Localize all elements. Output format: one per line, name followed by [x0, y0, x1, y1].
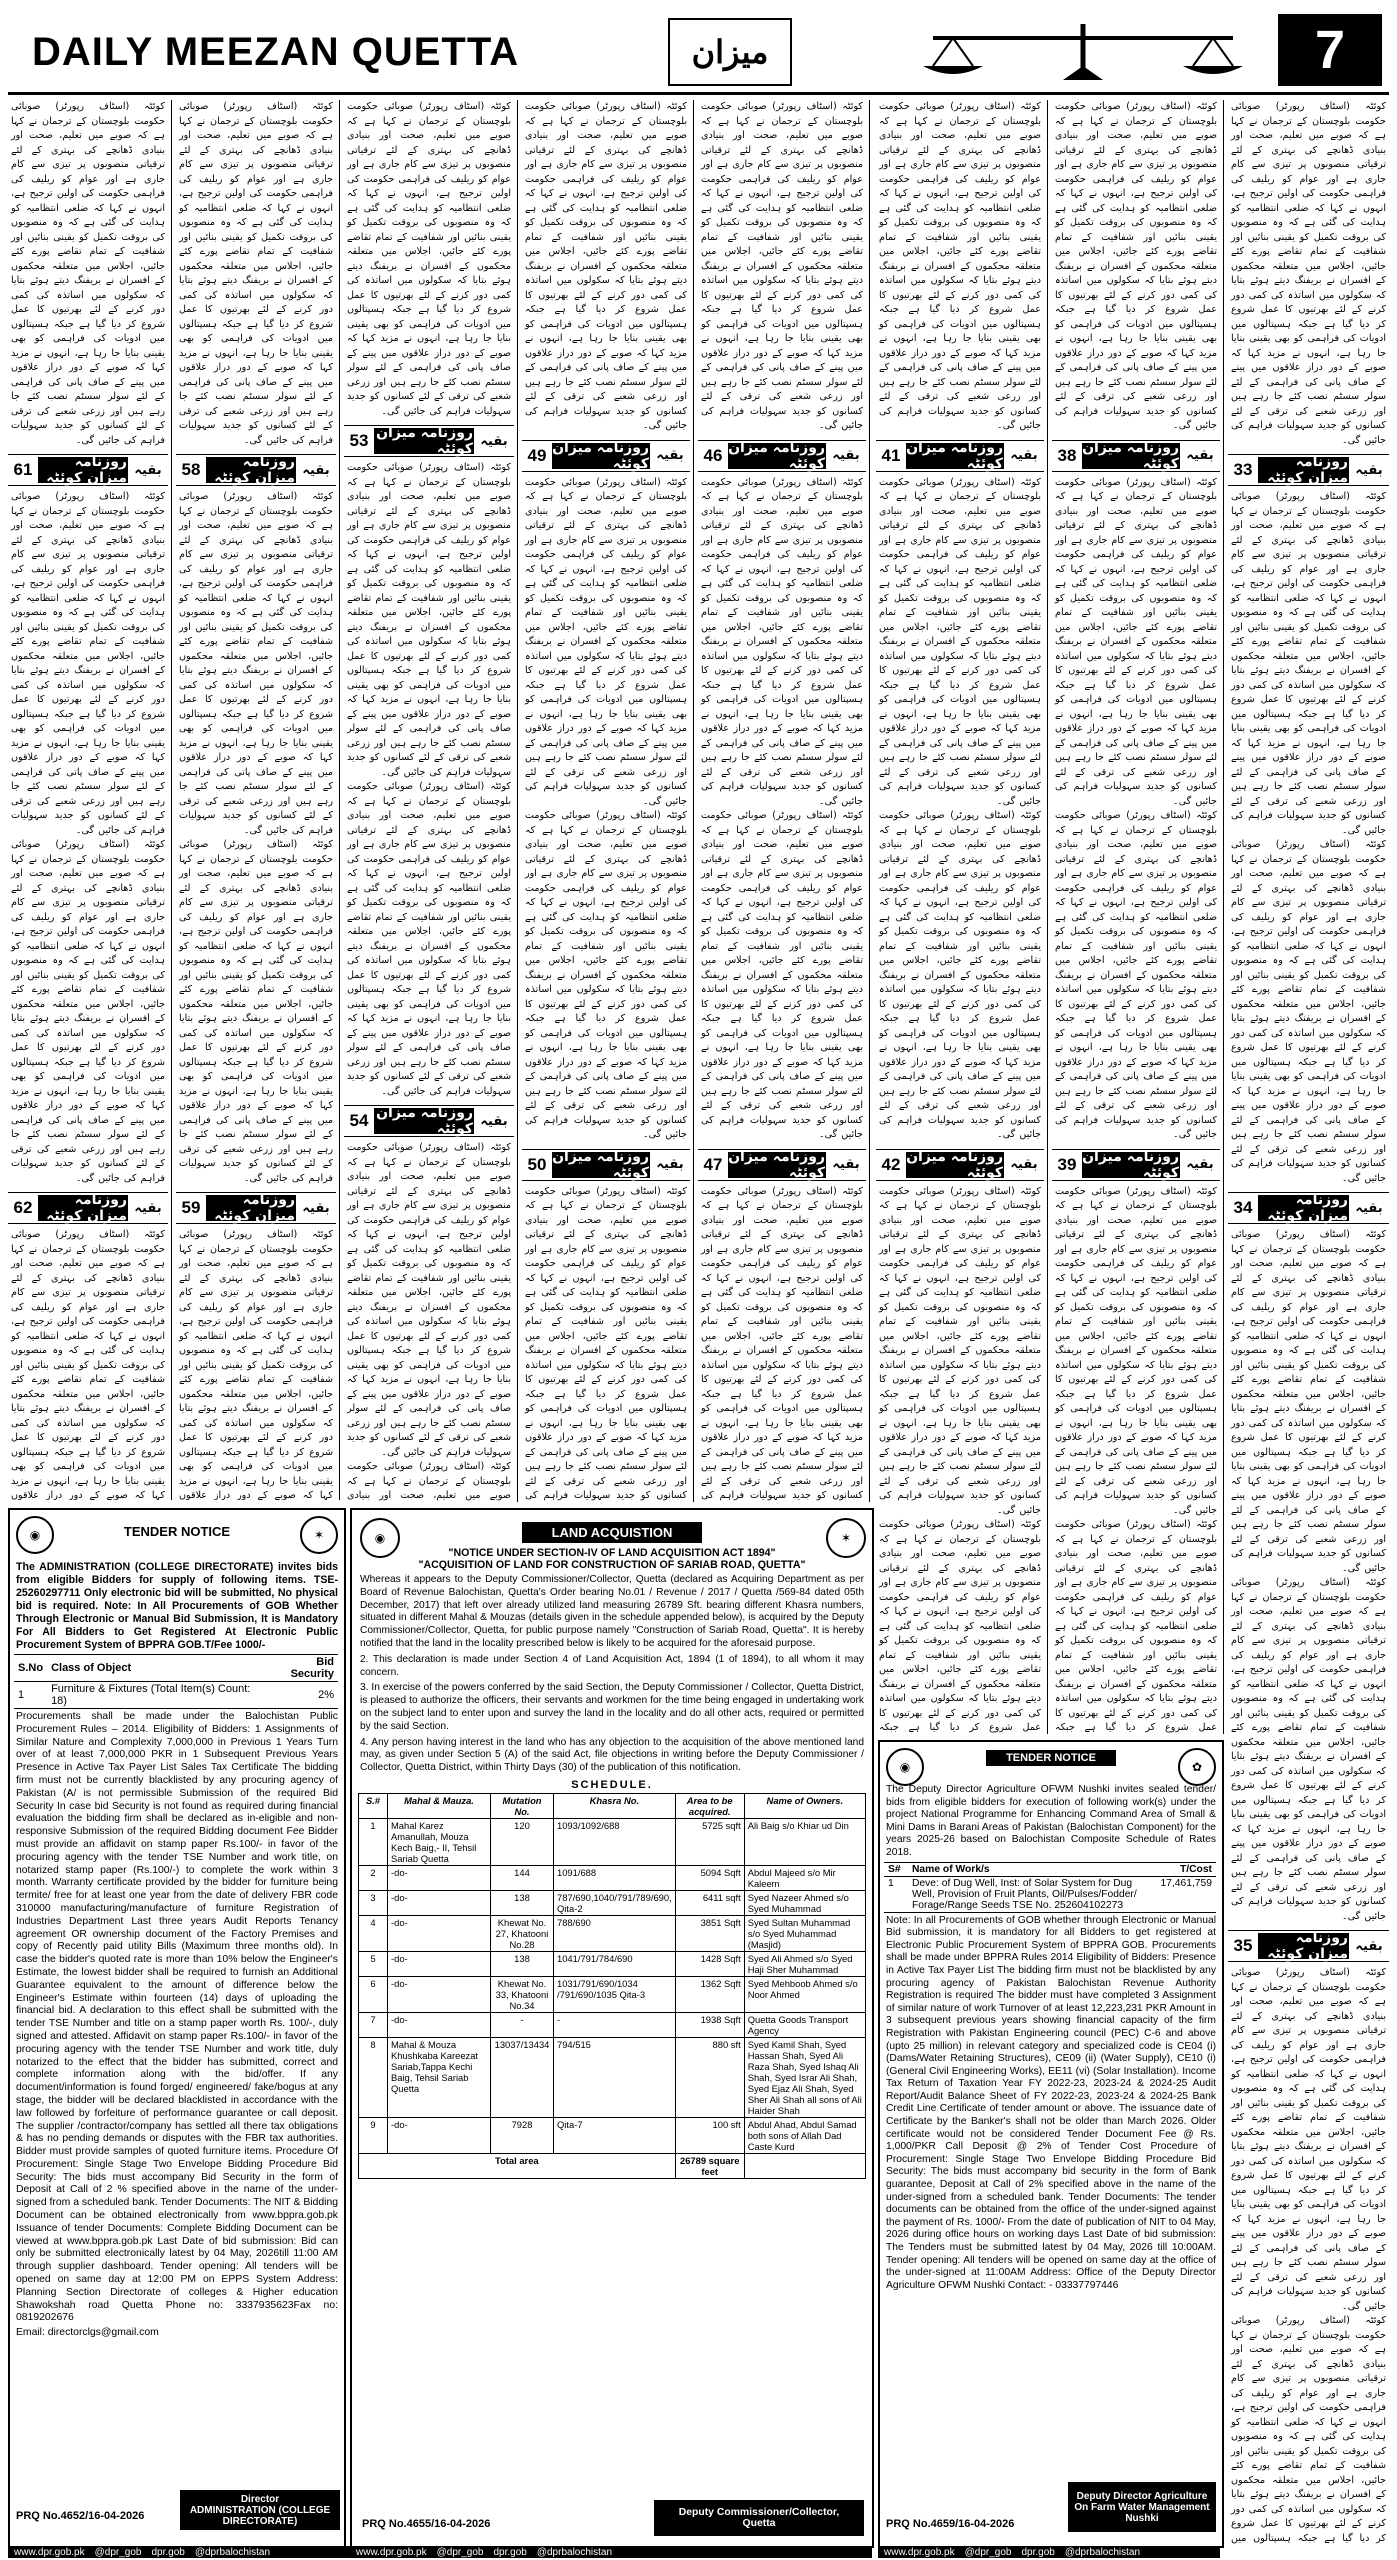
article-text: کوئٹہ (اسٹاف رپورٹر) صوبائی حکومت بلوچستان کے ترجمان نے کہا ہے کہ صوبے میں تعلیم، صحت اور بنیادی ڈھانچے کی بہتری کے لئے ترقیاتی منصوبوں پر تیزی سے کام جاری ہے اور عوام کو ریلیف کی فراہمی حکومت کی اولین ترجیح ہے، انہوں نے کہا کہ ضلعی انتظامیہ کو ہدایت کی گئی ہے کہ وہ منصوبوں کی بروقت تکمیل کو یقینی بنائیں اور شفافیت کے تمام تقاضے پورے کئے جائیں، اجلاس میں متعلقہ محکموں کے افسران نے بریفنگ دیتے ہوئے بتایا کہ سکولوں میں اساتذہ کی کمی دور کرنے کے لئے بھرتیوں کا عمل شروع کر دیا گیا ہے جبکہ ہسپتالوں میں ادویات کی فراہمی کو بھی یقینی بنایا جا رہا ہے، انہوں نے مزید کہا کہ صوبے کے دور دراز علاقوں میں پینے کے صاف پانی کی فراہمی کے لئے سولر سسٹم نصب کئے جا رہے ہیں اور زرعی شعبے کی ترقی کے لئے کسانوں کو جدید سہولیات فراہم کی [525, 1185, 687, 1501]
table-cell: 4 [359, 1915, 388, 1951]
continued-header [698, 1149, 866, 1181]
article-text: کوئٹہ (اسٹاف رپورٹر) صوبائی حکومت بلوچستان کے ترجمان نے کہا ہے کہ صوبے میں تعلیم، صحت اور بنیادی ڈھانچے کی بہتری کے لئے ترقیاتی منصوبوں پر تیزی سے کام جاری ہے اور عوام کو ریلیف کی فراہمی حکومت کی اولین ترجیح ہے، انہوں نے کہا کہ ضلعی انتظامیہ کو ہدایت کی گئی ہے کہ وہ منصوبوں کی بروقت تکمیل کو یقینی بنائیں اور شفافیت کے تمام تقاضے پورے کئے جائیں، اجلاس میں متعلقہ محکموں کے افسران نے بریفنگ دیتے ہوئے بتایا کہ سکولوں میں اساتذہ کی کمی دور کرنے کے لئے بھرتیوں کا عمل شروع کر دیا گیا ہے جبکہ ہسپتالوں میں ادویات کی فراہمی کو بھی یقینی بنایا جا رہا ہے، انہوں نے مزید کہا کہ صوبے کے دور دراز علاقوں میں پینے کے صاف پانی کی فراہمی کے لئے سولر سسٹم نصب کئے جا رہے ہیں اور زرعی شعبے کی ترقی کے لئے کسانوں کو جدید سہولیات فراہم کی جائیں گی۔ [701, 810, 863, 1140]
land-paragraph-1: Whereas it appears to the Deputy Commissioner/Collector, Quetta (declared as Acquiring Department as per Board of Revenue Balochistan, Quetta's Order bearing No.01 / Revenue / 2017 / Quetta /569-84 dated 05th December, 2017) that left over already utilized land measuring 26789 Sft. bearing different Khasra numbers, situated in different Mahal & Mouzas (details given in the schedule appended below), is acquired by the Deputy Commissioner/Collector, Quetta, for public purpose namely "Construction of Sariab Road, Quetta". It is hereby notified that the land in the locality prescribed below is likely to be acquired for the aforesaid purpose. [360, 1574, 864, 1649]
article-text: کوئٹہ (اسٹاف رپورٹر) صوبائی حکومت بلوچستان کے ترجمان نے کہا ہے کہ صوبے میں تعلیم، صحت اور بنیادی ڈھانچے کی بہتری کے لئے ترقیاتی منصوبوں پر تیزی سے کام جاری ہے اور عوام کو ریلیف کی فراہمی حکومت کی اولین ترجیح ہے، انہوں نے کہا کہ ضلعی انتظامیہ کو ہدایت کی گئی ہے کہ وہ منصوبوں کی بروقت تکمیل کو یقینی بنائیں اور شفافیت کے تمام تقاضے پورے کئے جائیں، اجلاس میں متعلقہ محکموں کے افسران نے بریفنگ دیتے ہوئے بتایا کہ سکولوں میں اساتذہ کی کمی دور کرنے کے لئے بھرتیوں کا عمل شروع کر دیا گیا ہے جبکہ ہسپتالوں میں ادویات کی فراہمی کو بھی یقینی بنایا جا رہا ہے، انہوں نے مزید کہا کہ صوبے کے دور دراز علاقوں میں پینے کے صاف پانی کی فراہمی کے لئے سولر سسٹم نصب کئے جا رہے ہیں اور زرعی شعبے کی ترقی کے لئے کسانوں کو جدید سہولیات فراہم کی [701, 1185, 863, 1501]
continued-label: بقیہ [473, 1108, 514, 1134]
continued-number: 53 [349, 431, 369, 450]
land-subtitle-2: "ACQUISITION OF LAND FOR CONSTRUCTION OF SARIAB ROAD, QUETTA" [418, 1559, 806, 1571]
column-divider [1047, 100, 1048, 1734]
table-cell: Abdul Majeed s/o Mir Kaleem [744, 1865, 865, 1890]
tender-left-body: Procurements shall be made under the Balochistan Public Procurement Rules – 2014. Eligibility of Bidders: 1 Assignments of Similar Nature and Complexity 7,000,000 in Previous 1 Years Turn over of at least 7,000,000 PKR in 1 Subsequent Previous Years Presence in Active Tax Payer List Sales Tax Certificate The bidding firm must not be currently blacklisted by any procuring agency of Pakistan (A/ is not permissible Submission of the required Bid Security In case bid Security is not found as required during financial evaluation the bidding firm shall be declared as in-eligible and non-responsive Submission of the required Bidding document Fee Bidder must provide an affidavit on stamp paper Rs.100/- in favor of the procuring agency with the tender TSE Number and work title, on notarized stamp paper (Rs.100/-) to complete the work within 3 month. Warranty certificate provided by the bidder for furniture being termite/ free for at least one year from the date of delivery FBR code 310000 manufacturing/manufacture of furniture Registration of Industries Department Last three years Audit Reports Tenancy agreement OR ownership document of the Factory Premises and copy of Recently paid utility Bills (Maximum three months old). In case the bidder's quoted rate is more than 10% below the Engineer's Estimate, the lowest bidder shall be required to furnish an Additional Guarantee equivalent to the amount of difference below the Engineer's Estimate within fourteen (14) days of uploading the financial bid. A declaration to this effect shall be submitted with the tender TSE Number and title on a stamp paper worth Rs. 100/-, duly signed and attested. Affidavit on stamp paper Rs.100/- in favor of the procuring agency with the tender TSE Number and work title, duly notarized to the effect that the bidder has submitted, correct and complete information along with the bid/offer. If any document/information is found forged/ engineered/ fake/bogus at any stage, the bidder will be declared blacklisted in accordance with the law followed by forfeiture of performance guarantee or call deposit. The supplier /contractor/company has settled all there tax obligations & has no pending demands or disputes with the FBR tax authorities. Bidder must provide samples of quoted furniture items. Procedure Of Procurement: Single Stage Two Envelope Bidding Procedure Bid Security: The bids must accompany Bid Security in the form of Deposit at Call of 2 % specified above in the name of the under-signed from a scheduled bank. Tender Documents: The NIT & Bidding Document can be obtained electronically from www.bppra.gob.pk Issuance of tender Documents: Complete Bidding Document can be viewed at www.bppra.gob.pk Last Date of bid submission: Bid can only be submitted electronically latest by 04 May, 2026till 11:00 AM through supplier dashboard. Tender opening: All tenders will be opened on same day at 12:00 PM on EPPS System Address: Planning Section Directorate of colleges & Higher education Shawokshah road Quetta Phone no: 3337935623Fax no: 0819202676 [16, 1711, 338, 2324]
article-text: کوئٹہ (اسٹاف رپورٹر) صوبائی حکومت بلوچستان کے ترجمان نے کہا ہے کہ صوبے میں تعلیم، صحت اور بنیادی ڈھانچے کی بہتری کے لئے ترقیاتی منصوبوں پر تیزی سے کام جاری ہے اور عوام کو ریلیف کی فراہمی حکومت کی اولین ترجیح ہے، انہوں نے کہا کہ ضلعی انتظامیہ کو ہدایت کی گئی ہے کہ وہ منصوبوں کی بروقت تکمیل کو یقینی بنائیں اور شفافیت کے تمام تقاضے پورے کئے جائیں، اجلاس میں متعلقہ محکموں کے افسران نے بریفنگ دیتے ہوئے بتایا کہ سکولوں میں اساتذہ کی کمی دور کرنے کے لئے بھرتیوں کا عمل شروع کر دیا گیا ہے جبکہ ہسپتالوں میں ادویات کی فراہمی کو بھی یقینی بنایا جا رہا ہے، انہوں نے مزید کہا کہ صوبے کے دور دراز علاقوں میں پینے کے صاف پانی کی فراہمی کے لئے سولر سسٹم نصب کئے جا رہے ہیں اور زرعی شعبے کی ترقی کے لئے کسانوں کو جدید سہولیات فراہم کی جائیں گی۔ [11, 101, 165, 446]
continued-header [1052, 1149, 1220, 1181]
section-band: روزنامہ میزان کوئٹہ [728, 1148, 825, 1181]
news-column [1052, 100, 1220, 1734]
table-header: Bid Security [290, 1656, 334, 1680]
table-row [359, 1865, 866, 1890]
table-cell: -do- [388, 2117, 491, 2153]
land-title-band [522, 1522, 702, 1543]
continued-number: 49 [527, 445, 547, 465]
land-paragraph-3: 3. In exercise of the powers conferred by the said Section, the Deputy Commissioner / Collector, Quetta District, is pleased to authorize the officers, their servants and workmen for the time being engaged in undertaking work on the subject land to enter upon and survey the land in the locality and do all other acts, required or permitted by the said Section. [360, 1682, 864, 1732]
article-text: کوئٹہ (اسٹاف رپورٹر) صوبائی حکومت بلوچستان کے ترجمان نے کہا ہے کہ صوبے میں تعلیم، صحت اور بنیادی ڈھانچے کی بہتری کے لئے ترقیاتی منصوبوں پر تیزی سے کام جاری ہے اور عوام کو ریلیف کی فراہمی حکومت کی اولین ترجیح ہے، انہوں نے کہا کہ ضلعی انتظامیہ کو ہدایت کی گئی ہے کہ وہ منصوبوں کی بروقت تکمیل کو یقینی بنائیں اور شفافیت کے تمام تقاضے پورے کئے جائیں، اجلاس میں متعلقہ محکموں کے افسران نے بریفنگ دیتے ہوئے بتایا کہ سکولوں میں اساتذہ کی کمی دور کرنے کے لئے بھرتیوں کا عمل شروع کر دیا گیا ہے جبکہ ہسپتالوں میں ادویات کی فراہمی کو بھی یقینی بنایا جا رہا ہے، انہوں نے مزید کہا کہ صوبے کے دور دراز علاقوں میں پینے کے صاف پانی کی فراہمی کے لئے سولر سسٹم نصب کئے جا رہے ہیں اور زرعی شعبے کی ترقی کے لئے کسانوں کو جدید سہولیات فراہم کی جائیں گی۔ [179, 491, 333, 836]
table-cell: 5094 Sqft [675, 1865, 744, 1890]
continued-number: 33 [1233, 460, 1253, 479]
table-header: Name of Work/s [912, 1863, 990, 1875]
table-cell: -do- [388, 1865, 491, 1890]
section-band: روزنامہ میزان کوئٹہ [206, 1195, 295, 1221]
table-cell: Mahal & Mouza Khushkaba Kareezat Sariab,Tappa Kechi Baig, Tehsil Sariab Quetta [388, 2037, 491, 2117]
tender-left-email: Email: directorclgs@gmail.com [16, 2327, 159, 2339]
article-text: کوئٹہ (اسٹاف رپورٹر) صوبائی حکومت بلوچستان کے ترجمان نے کہا ہے کہ صوبے میں تعلیم، صحت اور بنیادی ڈھانچے کی بہتری کے لئے ترقیاتی منصوبوں پر تیزی سے کام جاری ہے اور عوام کو ریلیف کی فراہمی حکومت کی اولین ترجیح ہے، انہوں نے کہا کہ ضلعی انتظامیہ کو ہدایت کی گئی ہے کہ وہ منصوبوں کی بروقت تکمیل کو یقینی بنائیں اور شفافیت کے تمام تقاضے پورے کئے جائیں، اجلاس میں متعلقہ محکموں کے افسران نے بریفنگ دیتے ہوئے بتایا کہ سکولوں میں اساتذہ کی کمی دور کرنے کے لئے بھرتیوں کا عمل شروع کر دیا گیا ہے جبکہ ہسپتالوں میں ادویات کی فراہمی کو بھی یقینی بنایا جا رہا ہے، انہوں نے مزید کہا کہ صوبے کے دور دراز علاقوں میں پینے کے صاف پانی کی فراہمی کے لئے سولر سسٹم نصب کئے جا رہے ہیں اور زرعی شعبے کی ترقی کے لئے کسانوں کو جدید سہولیات فراہم کی جائیں گی۔ [347, 101, 511, 417]
article-text: کوئٹہ (اسٹاف رپورٹر) صوبائی حکومت بلوچستان کے ترجمان نے کہا ہے کہ صوبے میں تعلیم، صحت اور بنیادی ڈھانچے کی بہتری کے لئے ترقیاتی منصوبوں پر تیزی سے کام جاری ہے اور عوام کو ریلیف کی فراہمی حکومت کی اولین ترجیح ہے، انہوں نے کہا کہ ضلعی انتظامیہ کو ہدایت کی گئی ہے کہ وہ منصوبوں کی بروقت تکمیل کو یقینی بنائیں اور شفافیت کے تمام تقاضے پورے کئے جائیں، اجلاس میں متعلقہ محکموں کے افسران نے بریفنگ دیتے ہوئے بتایا کہ سکولوں میں اساتذہ کی کمی دور کرنے کے لئے بھرتیوں کا عمل شروع کر دیا گیا ہے جبکہ ہسپتالوں میں ادویات کی فراہمی کو بھی یقینی بنایا جا رہا ہے، انہوں نے مزید کہا کہ صوبے کے دور دراز علاقوں میں پینے کے صاف پانی کی فراہمی کے لئے سولر سسٹم نصب کئے جا رہے ہیں اور زرعی شعبے کی ترقی کے لئے کسانوں کو جدید سہولیات فراہم کی جائیں گی۔ [525, 101, 687, 431]
table-cell: 2 [359, 1865, 388, 1890]
table-cell: 6411 sqft [675, 1890, 744, 1915]
land-subtitle-1: "NOTICE UNDER SECTION-IV OF LAND ACQUISITION ACT 1894" [448, 1547, 776, 1559]
footer-twitter[interactable]: @dpr_gob [964, 2546, 1012, 2558]
signatory-office: ADMINISTRATION (COLLEGE DIRECTORATE) [189, 2504, 331, 2527]
table-cell: 1031/791/690/1034 /791/690/1035 Qita-3 [554, 1976, 676, 2012]
table-cell: 1041/791/784/690 [554, 1951, 676, 1976]
table-cell: -do- [388, 1976, 491, 2012]
footer-instagram[interactable]: @dprbalochistan [1064, 2546, 1141, 2558]
article-text: کوئٹہ (اسٹاف رپورٹر) صوبائی حکومت بلوچستان کے ترجمان نے کہا ہے کہ صوبے میں تعلیم، صحت اور بنیادی ڈھانچے کی بہتری کے لئے ترقیاتی منصوبوں پر تیزی سے کام جاری ہے اور عوام کو ریلیف کی فراہمی حکومت کی اولین ترجیح ہے، انہوں نے کہا کہ ضلعی انتظامیہ کو ہدایت کی گئی ہے کہ وہ منصوبوں کی بروقت تکمیل کو یقینی بنائیں اور شفافیت کے تمام تقاضے پورے کئے جائیں، اجلاس میں متعلقہ محکموں کے افسران نے بریفنگ دیتے ہوئے بتایا کہ سکولوں میں اساتذہ کی کمی دور کرنے کے لئے بھرتیوں کا عمل شروع کر دیا گیا ہے جبکہ ہسپتالوں میں ادویات کی فراہمی کو بھی یقینی بنایا جا رہا ہے، انہوں نے مزید کہا کہ صوبے کے دور دراز علاقوں میں پینے کے صاف پانی کی فراہمی کے لئے سولر سسٹم نصب کئے جا رہے ہیں اور زرعی شعبے کی ترقی کے لئے کسانوں کو جدید سہولیات فراہم کی جائیں گی۔ [179, 839, 333, 1184]
continued-header [698, 440, 866, 472]
table-header: Class of Object [51, 1662, 132, 1674]
table-cell: 1 [888, 1877, 894, 1889]
table-header: S# [888, 1863, 901, 1875]
table-cell: Syed Kamil Shah, Syed Hassan Shah, Syed Ali Raza Shah, Syed Ishaq Ali Shah, Syed Israr Ali Shah, Syed Ejaz Ali Shah, Syed Sher Ali Shah all sons of Ali Haider Shah [744, 2037, 865, 2117]
article-text: کوئٹہ (اسٹاف رپورٹر) صوبائی حکومت بلوچستان کے ترجمان نے کہا ہے کہ صوبے میں تعلیم، صحت اور بنیادی ڈھانچے کی بہتری کے لئے ترقیاتی منصوبوں پر تیزی سے کام جاری ہے اور عوام کو ریلیف کی فراہمی حکومت کی اولین ترجیح ہے، انہوں نے کہا کہ ضلعی انتظامیہ کو ہدایت کی گئی ہے کہ وہ منصوبوں کی بروقت تکمیل کو یقینی بنائیں اور شفافیت کے تمام تقاضے پورے کئے جائیں، اجلاس میں متعلقہ محکموں کے افسران نے بریفنگ دیتے ہوئے بتایا کہ سکولوں میں اساتذہ کی کمی دور کرنے کے لئے بھرتیوں کا عمل شروع کر دیا گیا ہے جبکہ ہسپتالوں میں ادویات کی فراہمی کو بھی یقینی بنایا جا رہا ہے، انہوں نے مزید کہا کہ صوبے کے دور دراز علاقوں میں پینے کے صاف پانی کی فراہمی کے لئے سولر سسٹم نصب کئے جا رہے ہیں اور زرعی شعبے کی ترقی کے لئے کسانوں کو جدید سہولیات فراہم کی جائیں گی۔ [1231, 839, 1386, 1184]
continued-label: بقیہ [1003, 443, 1044, 469]
tender-right-title: TENDER NOTICE [1006, 1752, 1096, 1764]
footer-facebook[interactable]: dpr.gob [151, 2546, 185, 2558]
article-text: کوئٹہ (اسٹاف رپورٹر) صوبائی حکومت بلوچستان کے ترجمان نے کہا ہے کہ صوبے میں تعلیم، صحت اور بنیادی ڈھانچے کی بہتری کے لئے ترقیاتی منصوبوں پر تیزی سے کام جاری ہے اور عوام کو ریلیف کی فراہمی حکومت کی اولین ترجیح ہے، انہوں نے کہا کہ ضلعی انتظامیہ کو ہدایت کی گئی ہے کہ وہ منصوبوں کی بروقت تکمیل کو یقینی بنائیں اور شفافیت کے تمام تقاضے پورے کئے جائیں، اجلاس میں متعلقہ محکموں کے افسران نے بریفنگ دیتے ہوئے بتایا کہ سکولوں میں اساتذہ کی کمی دور کرنے کے لئے بھرتیوں کا عمل شروع کر دیا گیا ہے جبکہ [1055, 1519, 1217, 1733]
continued-number: 41 [881, 445, 901, 465]
masthead [8, 8, 1389, 95]
footer-website[interactable]: www.dpr.gob.pk [884, 2546, 955, 2558]
footer-social-bar-left [8, 2546, 350, 2558]
table-cell: 1 [18, 1689, 25, 1701]
article-text: کوئٹہ (اسٹاف رپورٹر) صوبائی حکومت بلوچستان کے ترجمان نے کہا ہے کہ صوبے میں تعلیم، صحت اور بنیادی ڈھانچے کی بہتری کے لئے ترقیاتی منصوبوں پر تیزی سے کام جاری ہے اور عوام کو ریلیف کی فراہمی حکومت کی اولین ترجیح ہے، انہوں نے کہا کہ ضلعی انتظامیہ کو ہدایت کی گئی ہے کہ وہ منصوبوں کی بروقت تکمیل کو یقینی بنائیں اور شفافیت کے تمام تقاضے پورے کئے جائیں، اجلاس میں متعلقہ محکموں کے افسران نے بریفنگ دیتے ہوئے بتایا کہ سکولوں میں اساتذہ کی کمی دور کرنے کے لئے بھرتیوں کا عمل شروع کر دیا گیا ہے جبکہ ہسپتالوں میں ادویات کی فراہمی کو بھی یقینی بنایا جا رہا ہے، انہوں نے مزید کہا کہ صوبے کے دور دراز علاقوں میں پینے کے صاف پانی کی فراہمی کے لئے سولر سسٹم نصب کئے جا رہے ہیں اور زرعی شعبے کی ترقی کے لئے کسانوں کو جدید سہولیات فراہم کی جائیں گی۔ [1231, 101, 1386, 446]
news-column [8, 100, 168, 1500]
article-text: کوئٹہ (اسٹاف رپورٹر) صوبائی حکومت بلوچستان کے ترجمان نے کہا ہے کہ صوبے میں تعلیم، صحت اور بنیادی ڈھانچے کی بہتری کے لئے ترقیاتی منصوبوں پر تیزی سے کام جاری ہے اور عوام کو ریلیف کی فراہمی حکومت کی اولین ترجیح ہے، انہوں نے کہا کہ ضلعی انتظامیہ کو ہدایت کی گئی ہے کہ وہ منصوبوں کی بروقت تکمیل کو یقینی بنائیں اور شفافیت کے تمام تقاضے پورے کئے جائیں، اجلاس میں متعلقہ محکموں کے افسران نے بریفنگ دیتے ہوئے بتایا کہ سکولوں میں اساتذہ کی کمی دور کرنے کے لئے بھرتیوں کا عمل شروع کر دیا گیا ہے جبکہ ہسپتالوں میں ادویات کی فراہمی کو بھی یقینی بنایا جا رہا ہے، انہوں نے مزید کہا کہ صوبے کے دور دراز علاقوں میں پینے کے صاف پانی کی فراہمی کے لئے سولر سسٹم نصب کئے جا رہے ہیں اور زرعی شعبے کی ترقی کے لئے کسانوں کو جدید سہولیات فراہم کی جائیں گی۔ [11, 491, 165, 836]
total-label: Total area [359, 2153, 676, 2178]
table-header: Mahal & Mauza. [388, 1793, 491, 1818]
schedule-table [358, 1793, 866, 2179]
land-acquisition-notice [350, 1508, 874, 2548]
table-header: S.# [359, 1793, 388, 1818]
table-cell: 13037/13434 [491, 2037, 554, 2117]
article-text: کوئٹہ (اسٹاف رپورٹر) صوبائی حکومت بلوچستان کے ترجمان نے کہا ہے کہ صوبے میں تعلیم، صحت اور بنیادی ڈھانچے کی بہتری کے لئے ترقیاتی منصوبوں پر تیزی سے کام جاری ہے اور عوام کو ریلیف کی فراہمی حکومت کی اولین ترجیح ہے، انہوں نے کہا کہ ضلعی انتظامیہ کو ہدایت کی گئی ہے کہ وہ منصوبوں کی بروقت تکمیل کو یقینی بنائیں اور شفافیت کے تمام تقاضے پورے کئے جائیں، اجلاس میں متعلقہ محکموں کے افسران نے بریفنگ دیتے ہوئے بتایا کہ سکولوں میں اساتذہ کی کمی دور کرنے کے لئے بھرتیوں کا عمل شروع کر دیا گیا ہے جبکہ ہسپتالوں میں [1231, 2315, 1386, 2544]
continued-number: 59 [181, 1198, 201, 1217]
table-cell: Khewat No. 27, Khatooni No.28 [491, 1915, 554, 1951]
table-header: Khasra No. [554, 1793, 676, 1818]
continued-number: 39 [1057, 1154, 1077, 1174]
article-text: کوئٹہ (اسٹاف رپورٹر) صوبائی حکومت بلوچستان کے ترجمان نے کہا ہے کہ صوبے میں تعلیم، صحت اور بنیادی ڈھانچے کی بہتری کے لئے ترقیاتی منصوبوں پر تیزی سے کام جاری ہے اور عوام کو ریلیف کی فراہمی حکومت کی اولین ترجیح ہے، انہوں نے کہا کہ ضلعی انتظامیہ کو ہدایت کی گئی ہے کہ وہ منصوبوں کی بروقت تکمیل کو یقینی بنائیں اور شفافیت کے تمام تقاضے پورے کئے جائیں، اجلاس میں متعلقہ محکموں کے افسران نے بریفنگ دیتے ہوئے بتایا کہ سکولوں میں اساتذہ کی کمی دور کرنے کے لئے بھرتیوں کا عمل شروع کر دیا گیا ہے جبکہ ہسپتالوں میں ادویات کی فراہمی کو بھی یقینی بنایا جا رہا ہے، انہوں نے مزید کہا کہ صوبے کے دور دراز علاقوں میں پینے کے صاف پانی کی فراہمی کے لئے سولر سسٹم نصب کئے جا رہے ہیں اور زرعی شعبے کی ترقی کے لئے کسانوں کو جدید سہولیات فراہم کی جائیں گی۔ [1231, 1229, 1386, 1574]
continued-header [1052, 440, 1220, 472]
article-text: کوئٹہ (اسٹاف رپورٹر) صوبائی حکومت بلوچستان کے ترجمان نے کہا ہے کہ صوبے میں تعلیم، صحت اور بنیادی ڈھانچے کی بہتری کے لئے ترقیاتی منصوبوں پر تیزی سے کام جاری ہے اور عوام کو ریلیف کی فراہمی حکومت کی اولین ترجیح ہے، انہوں نے کہا کہ ضلعی انتظامیہ کو ہدایت کی گئی ہے کہ وہ منصوبوں کی بروقت تکمیل کو یقینی بنائیں اور شفافیت کے تمام تقاضے پورے کئے جائیں، اجلاس میں متعلقہ محکموں کے افسران نے بریفنگ دیتے ہوئے بتایا کہ سکولوں میں اساتذہ کی کمی دور کرنے کے لئے بھرتیوں کا عمل شروع کر دیا گیا ہے جبکہ ہسپتالوں میں ادویات کی فراہمی کو بھی یقینی بنایا جا رہا ہے، انہوں نے مزید کہا کہ صوبے کے دور دراز علاقوں میں پینے کے صاف پانی کی فراہمی کے لئے سولر سسٹم نصب کئے جا رہے ہیں اور زرعی شعبے کی ترقی کے لئے کسانوں کو جدید سہولیات فراہم کی جائیں گی۔ [525, 476, 687, 807]
continued-header [176, 1192, 336, 1224]
continued-label: بقیہ [295, 1195, 336, 1221]
tender-right-signatory [1068, 2482, 1216, 2532]
continued-label: بقیہ [825, 1152, 866, 1178]
continued-number: 62 [13, 1198, 33, 1217]
continued-label: بقیہ [1179, 1152, 1220, 1178]
table-row [359, 1890, 866, 1915]
continued-header [8, 454, 168, 486]
table-cell: 138 [491, 1951, 554, 1976]
column-divider [517, 100, 518, 1502]
continued-header [1228, 1192, 1389, 1224]
section-band: روزنامہ میزان کوئٹہ [1258, 1195, 1348, 1221]
table-row [359, 2037, 866, 2117]
scales-of-justice-icon [913, 18, 1253, 84]
article-text: کوئٹہ (اسٹاف رپورٹر) صوبائی حکومت بلوچستان کے ترجمان نے کہا ہے کہ صوبے میں تعلیم، صحت اور بنیادی ڈھانچے کی بہتری کے لئے ترقیاتی منصوبوں پر تیزی سے کام جاری ہے اور عوام کو ریلیف کی فراہمی حکومت کی اولین ترجیح ہے، انہوں نے کہا کہ ضلعی انتظامیہ کو ہدایت کی گئی ہے کہ وہ منصوبوں کی بروقت تکمیل کو یقینی بنائیں اور شفافیت کے تمام تقاضے پورے کئے جائیں، اجلاس میں متعلقہ محکموں کے افسران نے بریفنگ دیتے ہوئے بتایا کہ سکولوں میں اساتذہ کی کمی دور کرنے کے لئے بھرتیوں کا عمل شروع کر دیا گیا ہے جبکہ ہسپتالوں میں ادویات کی فراہمی کو بھی یقینی بنایا جا رہا ہے، انہوں نے مزید کہا کہ صوبے کے دور دراز علاقوں میں پینے کے صاف پانی کی فراہمی کے لئے سولر سسٹم نصب کئے جا رہے ہیں اور زرعی شعبے کی ترقی کے لئے کسانوں کو جدید سہولیات فراہم کی جائیں گی۔ [1231, 491, 1386, 836]
table-cell: 1938 Sqft [675, 2012, 744, 2037]
section-band: روزنامہ میزان کوئٹہ [38, 457, 127, 483]
table-row [359, 1818, 866, 1865]
table-cell: Abdul Ahad, Abdul Samad both sons of Allah Dad Caste Kurd [744, 2117, 865, 2153]
total-value: 26789 square feet [675, 2153, 744, 2178]
table-cell: Syed Nazeer Ahmed s/o Syed Muhammad [744, 1890, 865, 1915]
table-header: Mutation No. [491, 1793, 554, 1818]
article-text: کوئٹہ (اسٹاف رپورٹر) صوبائی حکومت بلوچستان کے ترجمان نے کہا ہے کہ صوبے میں تعلیم، صحت اور بنیادی ڈھانچے کی بہتری کے لئے ترقیاتی منصوبوں پر تیزی سے کام جاری ہے اور عوام کو ریلیف کی فراہمی حکومت کی اولین ترجیح ہے، انہوں نے کہا کہ ضلعی انتظامیہ کو ہدایت کی گئی ہے کہ وہ منصوبوں کی بروقت تکمیل کو یقینی بنائیں اور شفافیت کے تمام تقاضے پورے کئے جائیں، اجلاس میں متعلقہ محکموں کے افسران نے بریفنگ دیتے ہوئے بتایا کہ سکولوں میں اساتذہ کی کمی دور کرنے کے لئے بھرتیوں کا عمل شروع کر دیا گیا ہے جبکہ ہسپتالوں میں ادویات کی فراہمی کو بھی یقینی بنایا جا رہا ہے، انہوں نے مزید کہا کہ صوبے کے دور دراز علاقوں میں پینے کے صاف پانی کی فراہمی کے لئے سولر سسٹم نصب کئے جا رہے ہیں اور زرعی شعبے کی ترقی کے لئے کسانوں کو جدید سہولیات فراہم کی جائیں گی۔ [11, 839, 165, 1184]
article-text: کوئٹہ (اسٹاف رپورٹر) صوبائی حکومت بلوچستان کے ترجمان نے کہا ہے کہ صوبے میں تعلیم، صحت اور بنیادی ڈھانچے کی بہتری کے لئے ترقیاتی منصوبوں پر تیزی سے کام جاری ہے اور عوام کو ریلیف کی فراہمی حکومت کی اولین ترجیح ہے، انہوں نے کہا کہ ضلعی انتظامیہ کو ہدایت کی گئی ہے کہ وہ منصوبوں کی بروقت تکمیل کو یقینی بنائیں اور شفافیت کے تمام تقاضے پورے کئے جائیں، اجلاس میں متعلقہ محکموں کے افسران نے بریفنگ دیتے ہوئے بتایا کہ سکولوں میں اساتذہ کی کمی دور کرنے کے لئے بھرتیوں کا عمل شروع کر دیا گیا ہے جبکہ ہسپتالوں میں ادویات کی فراہمی کو بھی یقینی بنایا جا رہا ہے، انہوں نے مزید کہا کہ صوبے کے دور دراز علاقوں میں پینے کے صاف پانی کی فراہمی کے لئے سولر سسٹم نصب کئے جا رہے ہیں اور زرعی شعبے کی ترقی کے لئے کسانوں کو جدید سہولیات فراہم کی جائیں گی۔ [1055, 476, 1217, 807]
table-header: S.No [18, 1662, 44, 1674]
table-cell: - [554, 2012, 676, 2037]
article-text: کوئٹہ (اسٹاف رپورٹر) صوبائی حکومت بلوچستان کے ترجمان نے کہا ہے کہ صوبے میں تعلیم، صحت اور بنیادی ڈھانچے کی بہتری کے لئے ترقیاتی منصوبوں پر تیزی سے کام جاری ہے اور عوام کو ریلیف کی فراہمی حکومت کی اولین ترجیح ہے، انہوں نے کہا کہ ضلعی انتظامیہ کو ہدایت کی گئی ہے کہ وہ منصوبوں کی بروقت تکمیل کو یقینی بنائیں اور شفافیت کے تمام تقاضے پورے کئے جائیں، اجلاس میں متعلقہ محکموں کے افسران نے بریفنگ دیتے ہوئے بتایا کہ سکولوں میں اساتذہ کی کمی دور کرنے کے لئے بھرتیوں کا عمل شروع کر دیا گیا ہے جبکہ ہسپتالوں میں ادویات کی فراہمی کو بھی یقینی بنایا جا رہا ہے، انہوں نے مزید کہا کہ صوبے کے دور دراز علاقوں میں پینے کے صاف پانی کی فراہمی کے لئے سولر سسٹم نصب کئے جا رہے ہیں اور زرعی شعبے کی ترقی کے لئے کسانوں کو جدید سہولیات فراہم کی جائیں گی۔ [347, 462, 511, 778]
table-cell: 788/690 [554, 1915, 676, 1951]
article-text: کوئٹہ (اسٹاف رپورٹر) صوبائی حکومت بلوچستان کے ترجمان نے کہا ہے کہ صوبے میں تعلیم، صحت اور بنیادی ڈھانچے کی بہتری کے لئے ترقیاتی منصوبوں پر تیزی سے کام جاری ہے اور عوام کو ریلیف کی فراہمی حکومت کی اولین ترجیح ہے، انہوں نے کہا کہ ضلعی انتظامیہ کو ہدایت کی گئی ہے کہ وہ منصوبوں کی بروقت تکمیل کو یقینی بنائیں اور شفافیت کے تمام تقاضے پورے کئے جائیں، اجلاس میں متعلقہ محکموں کے افسران نے بریفنگ دیتے ہوئے بتایا کہ سکولوں میں اساتذہ کی کمی دور کرنے کے لئے بھرتیوں کا عمل شروع کر دیا گیا ہے جبکہ ہسپتالوں میں ادویات کی فراہمی کو بھی یقینی بنایا جا رہا ہے، انہوں نے مزید کہا کہ صوبے کے دور دراز علاقوں میں پینے کے صاف پانی کی فراہمی کے لئے سولر سسٹم نصب کئے جا رہے ہیں اور زرعی شعبے کی ترقی کے لئے کسانوں کو جدید سہولیات فراہم کی جائیں گی۔ [701, 101, 863, 431]
table-cell: 5725 sqft [675, 1818, 744, 1865]
land-title: LAND ACQUISTION [551, 1525, 673, 1540]
article-text: کوئٹہ (اسٹاف رپورٹر) صوبائی حکومت بلوچستان کے ترجمان نے کہا ہے کہ صوبے میں تعلیم، صحت اور بنیادی ڈھانچے کی بہتری کے لئے ترقیاتی منصوبوں پر تیزی سے کام جاری ہے اور عوام کو ریلیف کی فراہمی حکومت کی اولین ترجیح ہے، انہوں نے کہا کہ ضلعی انتظامیہ کو ہدایت کی گئی ہے کہ وہ منصوبوں کی بروقت تکمیل کو یقینی بنائیں اور شفافیت کے تمام تقاضے پورے کئے جائیں، اجلاس میں متعلقہ محکموں کے افسران نے بریفنگ دیتے ہوئے بتایا کہ سکولوں میں اساتذہ کی کمی دور کرنے کے لئے بھرتیوں کا عمل شروع کر دیا گیا ہے جبکہ ہسپتالوں میں ادویات کی فراہمی کو بھی یقینی بنایا جا رہا ہے، انہوں نے مزید کہا کہ صوبے کے دور دراز علاقوں میں پینے کے صاف پانی کی فراہمی کے لئے سولر سسٹم نصب کئے جا رہے ہیں اور زرعی شعبے کی ترقی کے لئے کسانوں کو جدید سہولیات فراہم کی جائیں گی۔ [1231, 1577, 1386, 1922]
table-cell: Quetta Goods Transport Agency [744, 2012, 865, 2037]
signatory-title: Director [240, 2493, 280, 2505]
continued-number: 47 [703, 1154, 723, 1174]
page-number: 7 [1278, 14, 1382, 86]
article-text: کوئٹہ (اسٹاف رپورٹر) صوبائی حکومت بلوچستان کے ترجمان نے کہا ہے کہ صوبے میں تعلیم، صحت اور بنیادی ڈھانچے کی بہتری کے لئے ترقیاتی منصوبوں پر تیزی سے کام جاری ہے اور عوام کو ریلیف کی فراہمی حکومت کی اولین ترجیح ہے، انہوں نے کہا کہ ضلعی انتظامیہ کو ہدایت کی گئی ہے کہ وہ منصوبوں کی بروقت تکمیل کو یقینی بنائیں اور شفافیت کے تمام تقاضے پورے کئے جائیں، اجلاس میں متعلقہ محکموں کے افسران نے بریفنگ دیتے ہوئے بتایا کہ سکولوں میں اساتذہ کی کمی دور کرنے کے لئے بھرتیوں کا عمل شروع کر دیا گیا ہے جبکہ ہسپتالوں میں ادویات کی فراہمی کو بھی یقینی بنایا جا رہا ہے، انہوں نے مزید کہا کہ صوبے کے دور دراز علاقوں میں پینے کے صاف پانی کی فراہمی کے لئے سولر سسٹم نصب کئے جا رہے ہیں اور زرعی شعبے کی ترقی کے لئے کسانوں کو جدید سہولیات فراہم کی جائیں گی۔ [347, 781, 511, 1097]
table-cell: 880 sft [675, 2037, 744, 2117]
column-divider [1223, 100, 1224, 1734]
land-signatory [654, 2500, 864, 2536]
section-band: روزنامہ میزان کوئٹہ [906, 1148, 1003, 1181]
agriculture-emblem-icon: ✿ [1178, 1748, 1216, 1786]
continued-header [522, 440, 690, 472]
continued-number: 58 [181, 460, 201, 479]
article-text: کوئٹہ (اسٹاف رپورٹر) صوبائی حکومت بلوچستان کے ترجمان نے کہا ہے کہ صوبے میں تعلیم، صحت اور بنیادی ڈھانچے کی بہتری کے لئے ترقیاتی منصوبوں پر تیزی سے کام جاری ہے اور عوام کو ریلیف کی فراہمی حکومت کی اولین ترجیح ہے، انہوں نے کہا کہ ضلعی انتظامیہ کو ہدایت کی گئی ہے کہ وہ منصوبوں کی بروقت تکمیل کو یقینی بنائیں اور شفافیت کے تمام تقاضے پورے کئے جائیں، اجلاس میں متعلقہ محکموں کے افسران نے بریفنگ دیتے ہوئے بتایا کہ سکولوں میں اساتذہ کی کمی دور کرنے کے لئے بھرتیوں کا عمل شروع کر دیا گیا ہے جبکہ ہسپتالوں میں ادویات کی فراہمی کو بھی یقینی بنایا جا رہا ہے، انہوں نے مزید کہا کہ صوبے کے دور دراز علاقوں میں پینے کے صاف پانی کی فراہمی کے لئے سولر سسٹم نصب کئے جا رہے ہیں اور زرعی شعبے کی ترقی کے لئے کسانوں کو جدید سہولیات فراہم کی جائیں گی۔ [1055, 1185, 1217, 1516]
tender-left-object-table [14, 1654, 338, 1709]
continued-label: بقیہ [649, 443, 690, 469]
continued-label: بقیہ [473, 428, 514, 454]
news-column [344, 100, 514, 1502]
table-cell: - [491, 2012, 554, 2037]
land-prq: PRQ No.4655/16-04-2026 [362, 2518, 491, 2530]
land-paragraph-2: 2. This declaration is made under Section 4 of Land Acquisition Act, 1894 (1 of 1894), to all whom it may concern. [360, 1653, 864, 1678]
table-cell: 144 [491, 1865, 554, 1890]
signatory-office: Quetta [742, 2518, 776, 2529]
continued-label: بقیہ [1348, 1195, 1389, 1221]
article-text: کوئٹہ (اسٹاف رپورٹر) صوبائی حکومت بلوچستان کے ترجمان نے کہا ہے کہ صوبے میں تعلیم، صحت اور بنیادی ڈھانچے کی بہتری کے لئے ترقیاتی منصوبوں پر تیزی سے کام جاری ہے اور عوام کو ریلیف کی فراہمی حکومت کی اولین ترجیح ہے، انہوں نے کہا کہ ضلعی انتظامیہ کو ہدایت کی گئی ہے کہ وہ منصوبوں کی بروقت تکمیل کو یقینی بنائیں اور شفافیت کے تمام تقاضے پورے کئے جائیں، اجلاس میں متعلقہ محکموں کے افسران نے بریفنگ دیتے ہوئے بتایا کہ سکولوں میں اساتذہ کی کمی دور کرنے کے لئے بھرتیوں کا عمل شروع کر دیا گیا ہے جبکہ ہسپتالوں میں ادویات کی فراہمی کو بھی یقینی بنایا جا رہا ہے، انہوں نے مزید کہا کہ صوبے کے دور دراز علاقوں میں پینے کے صاف پانی کی فراہمی کے لئے سولر سسٹم نصب کئے جا رہے ہیں اور زرعی شعبے کی ترقی کے لئے کسانوں کو جدید سہولیات فراہم کی جائیں گی۔ [879, 1185, 1041, 1516]
article-text: کوئٹہ (اسٹاف رپورٹر) صوبائی حکومت بلوچستان کے ترجمان نے کہا ہے کہ صوبے میں تعلیم، صحت اور بنیادی ڈھانچے کی بہتری کے لئے ترقیاتی منصوبوں پر تیزی سے کام جاری ہے اور عوام کو ریلیف کی فراہمی حکومت کی اولین ترجیح ہے، انہوں نے کہا کہ ضلعی انتظامیہ کو ہدایت کی گئی ہے کہ وہ منصوبوں کی بروقت تکمیل کو یقینی بنائیں اور شفافیت کے تمام تقاضے پورے کئے جائیں، اجلاس میں متعلقہ محکموں کے افسران نے بریفنگ دیتے ہوئے بتایا کہ سکولوں میں اساتذہ کی کمی دور کرنے کے لئے بھرتیوں کا عمل شروع کر دیا گیا ہے جبکہ ہسپتالوں میں ادویات کی فراہمی کو بھی یقینی بنایا جا رہا ہے، انہوں نے مزید کہا کہ صوبے کے دور دراز علاقوں میں پینے کے صاف پانی کی فراہمی کے لئے سولر سسٹم نصب کئے جا رہے ہیں اور زرعی شعبے کی ترقی کے لئے کسانوں کو جدید سہولیات فراہم کی جائیں گی۔ [1055, 810, 1217, 1140]
government-emblem-icon: ◉ [360, 1518, 400, 1558]
schedule-table-wrap [358, 1793, 866, 2179]
urdu-logo: میزان [668, 18, 792, 86]
continued-label: بقیہ [127, 457, 168, 483]
continued-number: 38 [1057, 445, 1077, 465]
table-cell: 9 [359, 2117, 388, 2153]
continued-label: بقیہ [1179, 443, 1220, 469]
continued-label: بقیہ [649, 1152, 690, 1178]
footer-twitter[interactable]: @dpr_gob [94, 2546, 142, 2558]
footer-twitter[interactable]: @dpr_gob [436, 2546, 484, 2558]
signatory-department: On Farm Water Management [1074, 2501, 1210, 2513]
tender-left-intro: The ADMINISTRATION (COLLEGE DIRECTORATE) invites bids from eligible Bidders for supply of following items. TSE-25260297711 Only electronic bid will be submitted, No physical bid is required. Note: In All Procurements of GOB Whether Through Electronic or Manual Bid Submission, It is Mandatory For All Bidders to Get Registered At Electronic Public Procurement System of BPPRA GOB.T/Fee 1000/- [16, 1561, 338, 1651]
news-column [176, 100, 336, 1500]
continued-number: 46 [703, 445, 723, 465]
continued-header [344, 425, 514, 457]
table-cell: 6 [359, 1976, 388, 2012]
news-column [522, 100, 690, 1502]
column-divider [171, 100, 172, 1500]
table-row [359, 1951, 866, 1976]
tender-right-intro: The Deputy Director Agriculture OFWM Nushki invites sealed tender/ bids from eligible bidders for execution of following work(s) under the project National Programme for Enhancing Command Area of Small & Mini Dams in Barani Areas of Pakistan (Balochistan Component) for the years 2025-26 based on Balochistan Composite Schedule of Rates 2018. [886, 1784, 1216, 1858]
continued-label: بقیہ [1003, 1152, 1044, 1178]
table-cell: 1093/1092/688 [554, 1818, 676, 1865]
article-text: کوئٹہ (اسٹاف رپورٹر) صوبائی حکومت بلوچستان کے ترجمان نے کہا ہے کہ صوبے میں تعلیم، صحت اور بنیادی ڈھانچے کی بہتری کے لئے ترقیاتی منصوبوں پر تیزی سے کام جاری ہے اور عوام کو ریلیف کی فراہمی حکومت کی اولین ترجیح ہے، انہوں نے کہا کہ ضلعی انتظامیہ کو ہدایت کی گئی ہے کہ وہ منصوبوں کی بروقت تکمیل کو یقینی بنائیں اور شفافیت کے تمام تقاضے پورے کئے جائیں، اجلاس میں متعلقہ محکموں کے افسران نے بریفنگ دیتے ہوئے بتایا کہ سکولوں میں اساتذہ کی کمی دور کرنے کے لئے بھرتیوں کا عمل شروع کر دیا گیا ہے جبکہ ہسپتالوں میں ادویات کی فراہمی کو بھی یقینی بنایا جا رہا ہے، انہوں نے مزید کہا کہ صوبے کے دور دراز علاقوں میں پینے کے صاف پانی کی فراہمی کے لئے سولر سسٹم نصب کئے جا رہے ہیں اور زرعی شعبے کی ترقی کے لئے کسانوں کو جدید سہولیات فراہم کی جائیں گی۔ [701, 476, 863, 807]
table-cell: Qita-7 [554, 2117, 676, 2153]
tender-left-prq: PRQ No.4652/16-04-2026 [16, 2510, 145, 2522]
article-text: کوئٹہ (اسٹاف رپورٹر) صوبائی حکومت بلوچستان کے ترجمان نے کہا ہے کہ صوبے میں تعلیم، صحت اور بنیادی ڈھانچے کی بہتری کے لئے ترقیاتی منصوبوں پر تیزی سے کام جاری ہے اور عوام کو ریلیف کی فراہمی حکومت کی اولین ترجیح ہے، انہوں نے کہا کہ ضلعی انتظامیہ کو ہدایت کی گئی ہے کہ وہ منصوبوں کی بروقت تکمیل کو یقینی بنائیں اور شفافیت کے تمام تقاضے پورے کئے جائیں، اجلاس میں متعلقہ محکموں کے افسران نے بریفنگ دیتے ہوئے بتایا کہ سکولوں میں اساتذہ کی کمی دور کرنے کے لئے بھرتیوں کا عمل شروع کر دیا گیا ہے جبکہ ہسپتالوں میں ادویات کی فراہمی کو بھی یقینی بنایا جا رہا ہے، انہوں نے مزید کہا کہ صوبے کے دور دراز علاقوں میں پینے کے صاف پانی کی فراہمی کے لئے سولر سسٹم نصب کئے جا رہے ہیں اور زرعی شعبے کی ترقی کے لئے کسانوں کو جدید سہولیات فراہم کی جائیں گی۔ [347, 1142, 511, 1458]
signatory-title: Deputy Director Agriculture [1076, 2490, 1208, 2502]
article-text: کوئٹہ (اسٹاف رپورٹر) صوبائی حکومت بلوچستان کے ترجمان نے کہا ہے کہ صوبے میں تعلیم، صحت اور بنیادی ڈھانچے کی بہتری کے لئے ترقیاتی منصوبوں پر تیزی سے کام جاری ہے اور عوام کو ریلیف کی فراہمی حکومت کی اولین ترجیح ہے، انہوں نے کہا کہ ضلعی انتظامیہ کو ہدایت کی گئی ہے کہ وہ منصوبوں کی بروقت تکمیل کو یقینی بنائیں اور شفافیت کے تمام تقاضے پورے کئے جائیں، اجلاس میں متعلقہ محکموں کے افسران نے بریفنگ دیتے ہوئے بتایا کہ سکولوں میں اساتذہ کی کمی دور کرنے کے لئے بھرتیوں کا عمل شروع کر دیا گیا ہے جبکہ [879, 1519, 1041, 1733]
footer-facebook[interactable]: dpr.gob [1021, 2546, 1055, 2558]
continued-header [1228, 454, 1389, 486]
continued-header [8, 1192, 168, 1224]
article-text: کوئٹہ (اسٹاف رپورٹر) صوبائی حکومت بلوچستان کے ترجمان نے کہا ہے کہ صوبے میں تعلیم، صحت اور بنیادی ڈھانچے کی بہتری کے لئے ترقیاتی منصوبوں پر تیزی سے کام جاری ہے اور عوام کو ریلیف کی فراہمی حکومت کی اولین ترجیح ہے، انہوں نے کہا کہ ضلعی انتظامیہ کو ہدایت کی گئی ہے کہ وہ منصوبوں کی بروقت تکمیل کو یقینی بنائیں اور شفافیت کے تمام تقاضے پورے کئے جائیں، اجلاس میں متعلقہ محکموں کے افسران نے بریفنگ دیتے ہوئے بتایا کہ سکولوں میں اساتذہ کی کمی دور کرنے کے لئے بھرتیوں کا عمل شروع کر دیا گیا ہے جبکہ ہسپتالوں میں ادویات کی فراہمی کو بھی یقینی بنایا جا رہا ہے، انہوں نے مزید کہا کہ صوبے کے دور دراز علاقوں میں پینے کے صاف پانی کی فراہمی کے لئے سولر سسٹم نصب کئے جا رہے ہیں اور زرعی شعبے کی ترقی کے لئے کسانوں کو جدید سہولیات فراہم کی جائیں گی۔ [879, 810, 1041, 1140]
tender-left-signatory [180, 2490, 340, 2530]
footer-instagram[interactable]: @dprbalochistan [194, 2546, 271, 2558]
table-cell: -do- [388, 2012, 491, 2037]
section-band: روزنامہ میزان کوئٹہ [38, 1195, 127, 1221]
table-cell: 8 [359, 2037, 388, 2117]
section-band: روزنامہ میزان کوئٹہ [374, 428, 473, 454]
table-header: Name of Owners. [744, 1793, 865, 1818]
table-row [359, 2117, 866, 2153]
table-cell: 1091/688 [554, 1865, 676, 1890]
section-band: روزنامہ میزان کوئٹہ [206, 457, 295, 483]
continued-number: 54 [349, 1111, 369, 1130]
table-cell: 120 [491, 1818, 554, 1865]
continued-label: بقیہ [1348, 457, 1389, 483]
section-band: روزنامہ میزان کوئٹہ [728, 439, 825, 472]
section-band: روزنامہ میزان کوئٹہ [552, 1148, 649, 1181]
tender-left-title: TENDER NOTICE [123, 1524, 231, 1539]
news-column [876, 100, 1044, 1734]
table-cell: 100 sft [675, 2117, 744, 2153]
table-cell: Deve: of Dug Well, Inst: of Solar System for Dug Well, Provision of Fruit Plants, Oil/Pulses/Fodder/ Forage/Range Seeds TSE No. 252604102273 [912, 1877, 1137, 1911]
column-divider [339, 100, 340, 1500]
continued-label: بقیہ [127, 1195, 168, 1221]
tender-notice-left [8, 1508, 346, 2548]
table-row [359, 2012, 866, 2037]
article-text: کوئٹہ (اسٹاف رپورٹر) صوبائی حکومت بلوچستان کے ترجمان نے کہا ہے کہ صوبے میں تعلیم، صحت اور بنیادی ڈھانچے کی بہتری کے لئے ترقیاتی منصوبوں پر تیزی سے کام جاری ہے اور عوام کو ریلیف کی فراہمی حکومت کی اولین ترجیح ہے، انہوں نے کہا کہ ضلعی انتظامیہ کو ہدایت کی گئی ہے کہ وہ منصوبوں کی بروقت تکمیل کو یقینی بنائیں اور شفافیت کے تمام تقاضے پورے کئے جائیں، اجلاس میں متعلقہ محکموں کے افسران نے بریفنگ دیتے ہوئے بتایا کہ سکولوں میں اساتذہ کی کمی دور کرنے کے لئے بھرتیوں کا عمل شروع کر دیا گیا ہے جبکہ ہسپتالوں میں ادویات کی فراہمی کو بھی یقینی بنایا جا رہا ہے، انہوں نے مزید کہا کہ صوبے کے دور دراز علاقوں میں پینے کے صاف پانی کی فراہمی کے لئے سولر سسٹم نصب کئے جا رہے ہیں اور زرعی شعبے کی ترقی کے لئے کسانوں کو جدید سہولیات فراہم کی جائیں گی۔ [879, 101, 1041, 431]
continued-number: 35 [1233, 1936, 1253, 1955]
table-cell: Syed Mehboob Ahmed s/o Noor Ahmed [744, 1976, 865, 2012]
table-cell: 7928 [491, 2117, 554, 2153]
tender-right-work-table [884, 1862, 1216, 1913]
footer-website[interactable]: www.dpr.gob.pk [356, 2546, 427, 2558]
article-text: کوئٹہ (اسٹاف رپورٹر) صوبائی حکومت بلوچستان کے ترجمان نے کہا ہے کہ صوبے میں تعلیم، صحت اور بنیادی ڈھانچے کی بہتری کے لئے ترقیاتی منصوبوں پر تیزی سے کام جاری ہے اور عوام کو ریلیف کی فراہمی حکومت کی اولین ترجیح ہے، انہوں نے کہا کہ ضلعی انتظامیہ کو ہدایت کی گئی ہے کہ وہ منصوبوں کی بروقت تکمیل کو یقینی بنائیں اور شفافیت کے تمام تقاضے پورے کئے جائیں، اجلاس میں متعلقہ محکموں کے افسران نے بریفنگ دیتے ہوئے بتایا کہ سکولوں میں اساتذہ کی کمی دور کرنے کے لئے بھرتیوں کا عمل شروع کر دیا گیا ہے جبکہ ہسپتالوں میں ادویات کی فراہمی کو بھی یقینی بنایا جا رہا ہے، انہوں نے مزید کہا کہ صوبے کے دور دراز علاقوں میں پینے کے صاف پانی کی فراہمی کے لئے سولر سسٹم نصب کئے جا رہے ہیں اور زرعی شعبے کی ترقی کے لئے کسانوں کو جدید سہولیات فراہم کی جائیں گی۔ [879, 476, 1041, 807]
news-column [1228, 100, 1389, 2544]
table-cell: 1428 Sqft [675, 1951, 744, 1976]
table-cell: Khewat No. 33, Khatooni No.34 [491, 1976, 554, 2012]
table-cell: Syed Ali Ahmed s/o Syed Haji Sher Muhammad [744, 1951, 865, 1976]
footer-facebook[interactable]: dpr.gob [493, 2546, 527, 2558]
footer-social-bar-middle [350, 2546, 872, 2558]
table-cell-empty [744, 2153, 865, 2178]
table-row [359, 1976, 866, 2012]
footer-website[interactable]: www.dpr.gob.pk [14, 2546, 85, 2558]
college-emblem-icon: ✶ [300, 1516, 338, 1554]
government-emblem-icon: ◉ [16, 1516, 54, 1554]
section-band: روزنامہ میزان کوئٹہ [906, 439, 1003, 472]
table-cell: -do- [388, 1951, 491, 1976]
table-cell: 1 [359, 1818, 388, 1865]
article-text: کوئٹہ (اسٹاف رپورٹر) صوبائی حکومت بلوچستان کے ترجمان نے کہا ہے کہ صوبے میں تعلیم، صحت اور بنیادی ڈھانچے کی بہتری کے لئے ترقیاتی منصوبوں پر تیزی سے کام جاری ہے اور عوام کو ریلیف کی فراہمی حکومت کی اولین ترجیح ہے، انہوں نے کہا کہ ضلعی انتظامیہ کو ہدایت کی گئی ہے کہ وہ منصوبوں کی بروقت تکمیل کو یقینی بنائیں اور شفافیت کے تمام تقاضے پورے کئے جائیں، اجلاس میں متعلقہ محکموں کے افسران نے بریفنگ دیتے ہوئے بتایا کہ سکولوں میں اساتذہ کی کمی دور کرنے کے لئے بھرتیوں کا عمل شروع کر دیا گیا ہے جبکہ ہسپتالوں میں ادویات کی فراہمی کو بھی یقینی بنایا جا رہا ہے، انہوں نے مزید کہا کہ صوبے کے دور دراز علاقوں میں پینے کے صاف پانی کی فراہمی کے لئے سولر سسٹم نصب کئے جا رہے ہیں اور زرعی شعبے کی ترقی کے لئے کسانوں کو جدید سہولیات فراہم کی جائیں گی۔ [1231, 1967, 1386, 2312]
tender-right-prq: PRQ No.4659/16-04-2026 [886, 2518, 1015, 2530]
table-cell: 138 [491, 1890, 554, 1915]
continued-label: بقیہ [825, 443, 866, 469]
section-band: روزنامہ میزان کوئٹہ [1258, 1933, 1348, 1959]
section-band: روزنامہ میزان کوئٹہ [374, 1108, 473, 1134]
section-band: روزنامہ میزان کوئٹہ [1082, 1148, 1179, 1181]
section-band: روزنامہ میزان کوئٹہ [1258, 457, 1348, 483]
article-text: کوئٹہ (اسٹاف رپورٹر) صوبائی حکومت بلوچستان کے ترجمان نے کہا ہے کہ صوبے میں تعلیم، صحت اور بنیادی ڈھانچے کی بہتری کے لئے ترقیاتی منصوبوں پر تیزی سے کام جاری ہے اور عوام کو ریلیف کی فراہمی حکومت کی اولین ترجیح ہے، انہوں نے کہا کہ ضلعی انتظامیہ کو ہدایت کی گئی ہے کہ وہ منصوبوں کی بروقت تکمیل کو یقینی بنائیں اور شفافیت کے تمام تقاضے پورے کئے جائیں، اجلاس میں متعلقہ محکموں کے افسران نے بریفنگ دیتے ہوئے بتایا کہ سکولوں میں اساتذہ کی کمی دور کرنے کے لئے بھرتیوں کا عمل شروع کر دیا گیا ہے جبکہ ہسپتالوں میں ادویات کی فراہمی کو بھی یقینی بنایا جا رہا ہے، انہوں نے مزید کہا کہ صوبے کے دور دراز علاقوں میں پینے کے صاف پانی کی فراہمی کے لئے سولر سسٹم نصب کئے جا رہے ہیں اور زرعی شعبے کی ترقی کے لئے کسانوں کو جدید سہولیات فراہم کی جائیں گی۔ [179, 101, 333, 446]
signatory-location: Nushki [1125, 2512, 1159, 2524]
table-cell: 5 [359, 1951, 388, 1976]
continued-number: 42 [881, 1154, 901, 1174]
continued-header [876, 1149, 1044, 1181]
table-cell: Mahal Karez Amanullah, Mouza Kech Baig,- II, Tehsil Sariab Quetta [388, 1818, 491, 1865]
section-band: روزنامہ میزان کوئٹہ [552, 439, 649, 472]
column-divider [869, 100, 870, 1502]
column-divider [693, 100, 694, 1502]
signatory-title: Deputy Commissioner/Collector, [678, 2507, 840, 2518]
table-cell: 17,461,759 [1160, 1877, 1212, 1889]
tender-right-title-band [986, 1750, 1116, 1766]
article-text: کوئٹہ (اسٹاف رپورٹر) صوبائی حکومت بلوچستان کے ترجمان نے کہا ہے کہ صوبے میں تعلیم، صحت اور بنیادی ڈھانچے کی بہتری کے لئے ترقیاتی منصوبوں پر تیزی سے کام جاری ہے اور عوام کو ریلیف کی فراہمی حکومت کی اولین ترجیح ہے، انہوں نے کہا کہ ضلعی انتظامیہ کو ہدایت کی گئی ہے کہ وہ منصوبوں کی بروقت تکمیل کو یقینی بنائیں اور شفافیت کے تمام تقاضے پورے کئے جائیں، اجلاس میں متعلقہ محکموں کے افسران نے بریفنگ دیتے ہوئے بتایا کہ سکولوں میں اساتذہ کی کمی دور کرنے کے لئے بھرتیوں کا عمل شروع کر دیا گیا ہے جبکہ ہسپتالوں میں ادویات کی فراہمی کو بھی یقینی بنایا جا رہا ہے، انہوں نے مزید کہا کہ صوبے کے دور دراز علاقوں میں پینے کے صاف پانی کی فراہمی کے لئے سولر سسٹم نصب کئے جا رہے ہیں اور زرعی شعبے کی ترقی کے لئے کسانوں کو جدید سہولیات فراہم کی جائیں گی۔ [525, 810, 687, 1140]
table-cell: 3 [359, 1890, 388, 1915]
schedule-title: SCHEDULE. [571, 1778, 653, 1791]
table-cell: 787/690,1040/791/789/690, Qita-2 [554, 1890, 676, 1915]
table-cell: -do- [388, 1890, 491, 1915]
footer-instagram[interactable]: @dprbalochistan [536, 2546, 613, 2558]
table-row [359, 1915, 866, 1951]
news-column [698, 100, 866, 1502]
table-cell: 2% [318, 1689, 334, 1701]
continued-number: 61 [13, 460, 33, 479]
continued-number: 50 [527, 1154, 547, 1174]
masthead-title: DAILY MEEZAN QUETTA [32, 30, 520, 74]
article-text: کوئٹہ (اسٹاف رپورٹر) صوبائی حکومت بلوچستان کے ترجمان نے کہا ہے کہ صوبے میں تعلیم، صحت اور بنیادی ڈھانچے کی بہتری کے لئے ترقیاتی منصوبوں پر تیزی سے کام جاری ہے اور عوام کو ریلیف کی فراہمی حکومت کی اولین ترجیح ہے، انہوں نے کہا کہ ضلعی انتظامیہ کو ہدایت کی گئی ہے کہ وہ منصوبوں کی بروقت تکمیل کو یقینی بنائیں اور شفافیت کے تمام تقاضے پورے کئے جائیں، اجلاس میں متعلقہ محکموں کے افسران نے بریفنگ دیتے ہوئے بتایا کہ سکولوں میں اساتذہ کی کمی دور کرنے کے لئے بھرتیوں کا عمل شروع کر دیا گیا ہے جبکہ ہسپتالوں میں ادویات کی فراہمی کو بھی یقینی بنایا جا رہا ہے، انہوں نے مزید کہا کہ صوبے کے دور دراز علاقوں [179, 1229, 333, 1500]
continued-header [344, 1105, 514, 1137]
footer-social-bar-right [878, 2546, 1220, 2558]
table-cell: Ali Baig s/o Khiar ud Din [744, 1818, 865, 1865]
government-emblem-icon: ◉ [886, 1748, 924, 1786]
continued-header [176, 454, 336, 486]
continued-label: بقیہ [295, 457, 336, 483]
table-cell: 3851 Sqft [675, 1915, 744, 1951]
table-header: T/Cost [1179, 1863, 1212, 1875]
continued-header [1228, 1930, 1389, 1962]
district-emblem-icon: ✶ [826, 1518, 866, 1558]
table-cell: 7 [359, 2012, 388, 2037]
table-cell: Syed Sultan Muhammad s/o Syed Muhammad (Masjid) [744, 1915, 865, 1951]
total-row [359, 2153, 866, 2178]
table-cell: Furniture & Fixtures (Total Item(s) Count: 18) [51, 1683, 251, 1707]
continued-header [876, 440, 1044, 472]
continued-label: بقیہ [1348, 1933, 1389, 1959]
table-cell: 1362 Sqft [675, 1976, 744, 2012]
tender-right-body: Note: In all Procurements of GOB whether through Electronic or Manual Bid submission, it is mandatory for all Bidders to get registered at Electronic Public Procurement System of BPPRA GOB. Procurements shall be made under BPPRA Rules 2014 Eligibility of Bidders: Presence in Active Tax Payer List The bidding firm must not be blacklisted by any procuring agency of Pakistan Balochistan Revenue Authority Registration is required The bidder must have completed 3 Assignment of similar nature of work Turnover of at least 12,223,231 PKR Amount in 3 subsequent previous years showing financial capacity of the firm Registration with Pakistan Engineering council (PEC) C-6 and above (upto 25 million) in relevant category and specialized code is CE04 (i) (Dams/Water Retaining Structures), CE09 (ii) (Water Supply), CE10 (i) (General Civil Engineering Works), EE11 (vi) (Solar Installation). Income Tax Return of Taxation Year FY 2022-23, 2023-24 & 2024-25 Audit Report/Audit Balance Sheet of FY 2022-23, 2023-24 & 2024-25 Bank Credit Line Certificate of tender amount or above. The issuance date of Certificate by the Banker's shall not be older than March 2026. Older certificate would not be considered Tender Document Fee @ Rs. 1,000/PKR Call Deposit @ 2% of Tender Cost Procedure of Procurement: Single Stage Two Envelope Bidding Procedure Bid Security: The bids must accompany bid security in the form of Bank guarantee, Deposit at Call of 2% specified above in the name of the under-signed from a scheduled bank. Tender Documents: The tender documents can be obtained from the office of the under-signed against the payment of Rs. 1000/- From the date of publication of NIT to 04 May, 2026 during office hours on working days Last Date of bid submission: The Tenders must be submitted latest by 04 May, 2026 till 10:00AM. Tender opening: All tenders will be opened on same day at the office of the under-signed at 11:00AM Address: Office of the Deputy Director Agriculture OFWM Nushki Contact: - 03337797446 [886, 1914, 1216, 2291]
table-header: Area to be acquired. [675, 1793, 744, 1818]
continued-number: 34 [1233, 1198, 1253, 1217]
section-band: روزنامہ میزان کوئٹہ [1082, 439, 1179, 472]
continued-header [522, 1149, 690, 1181]
article-text: کوئٹہ (اسٹاف رپورٹر) صوبائی حکومت بلوچستان کے ترجمان نے کہا ہے کہ صوبے میں تعلیم، صحت اور بنیادی ڈھانچے کی بہتری کے لئے ترقیاتی منصوبوں پر تیزی سے کام جاری ہے اور عوام کو ریلیف کی فراہمی حکومت کی اولین ترجیح ہے، انہوں نے کہا کہ ضلعی انتظامیہ کو ہدایت کی گئی ہے کہ وہ منصوبوں کی بروقت تکمیل کو یقینی بنائیں اور شفافیت کے تمام تقاضے پورے کئے جائیں، اجلاس میں متعلقہ محکموں کے افسران نے بریفنگ دیتے ہوئے بتایا کہ سکولوں میں اساتذہ کی کمی دور کرنے کے لئے بھرتیوں کا عمل شروع کر دیا گیا ہے جبکہ ہسپتالوں میں ادویات کی فراہمی کو بھی یقینی بنایا جا رہا ہے، انہوں نے مزید کہا کہ صوبے کے دور دراز علاقوں [11, 1229, 165, 1500]
article-text: کوئٹہ (اسٹاف رپورٹر) صوبائی حکومت بلوچستان کے ترجمان نے کہا ہے کہ صوبے میں تعلیم، صحت اور بنیادی ڈھانچے کی بہتری کے لئے ترقیاتی منصوبوں پر تیزی سے کام جاری ہے اور عوام کو ریلیف کی فراہمی حکومت کی اولین ترجیح ہے، انہوں نے کہا کہ ضلعی انتظامیہ کو ہدایت کی گئی ہے کہ وہ منصوبوں کی بروقت تکمیل کو یقینی بنائیں اور شفافیت کے تمام تقاضے پورے کئے جائیں، اجلاس میں متعلقہ محکموں کے افسران نے بریفنگ دیتے ہوئے بتایا کہ سکولوں میں اساتذہ کی کمی دور کرنے کے لئے بھرتیوں کا عمل شروع کر دیا گیا ہے جبکہ ہسپتالوں میں ادویات کی فراہمی کو بھی یقینی بنایا جا رہا ہے، انہوں نے مزید کہا کہ صوبے کے دور دراز علاقوں میں پینے کے صاف پانی کی فراہمی کے لئے سولر سسٹم نصب کئے جا رہے ہیں اور زرعی شعبے کی ترقی کے لئے کسانوں کو جدید سہولیات فراہم کی جائیں گی۔ [1055, 101, 1217, 431]
land-paragraph-4: 4. Any person having interest in the land who has any objection to the acquisition of the above mentioned land may, as given under Section 5 (A) of the said Act, file objections in writing before the Deputy Commissioner / Collector, Quetta District, within Thirty Days (30) of the publication of this notification. [360, 1736, 864, 1774]
tender-notice-right [878, 1740, 1224, 2548]
table-cell: -do- [388, 1915, 491, 1951]
table-cell: 794/515 [554, 2037, 676, 2117]
article-text: کوئٹہ (اسٹاف رپورٹر) صوبائی حکومت بلوچستان کے ترجمان نے کہا ہے کہ صوبے میں تعلیم، صحت اور بنیادی [347, 1461, 511, 1501]
